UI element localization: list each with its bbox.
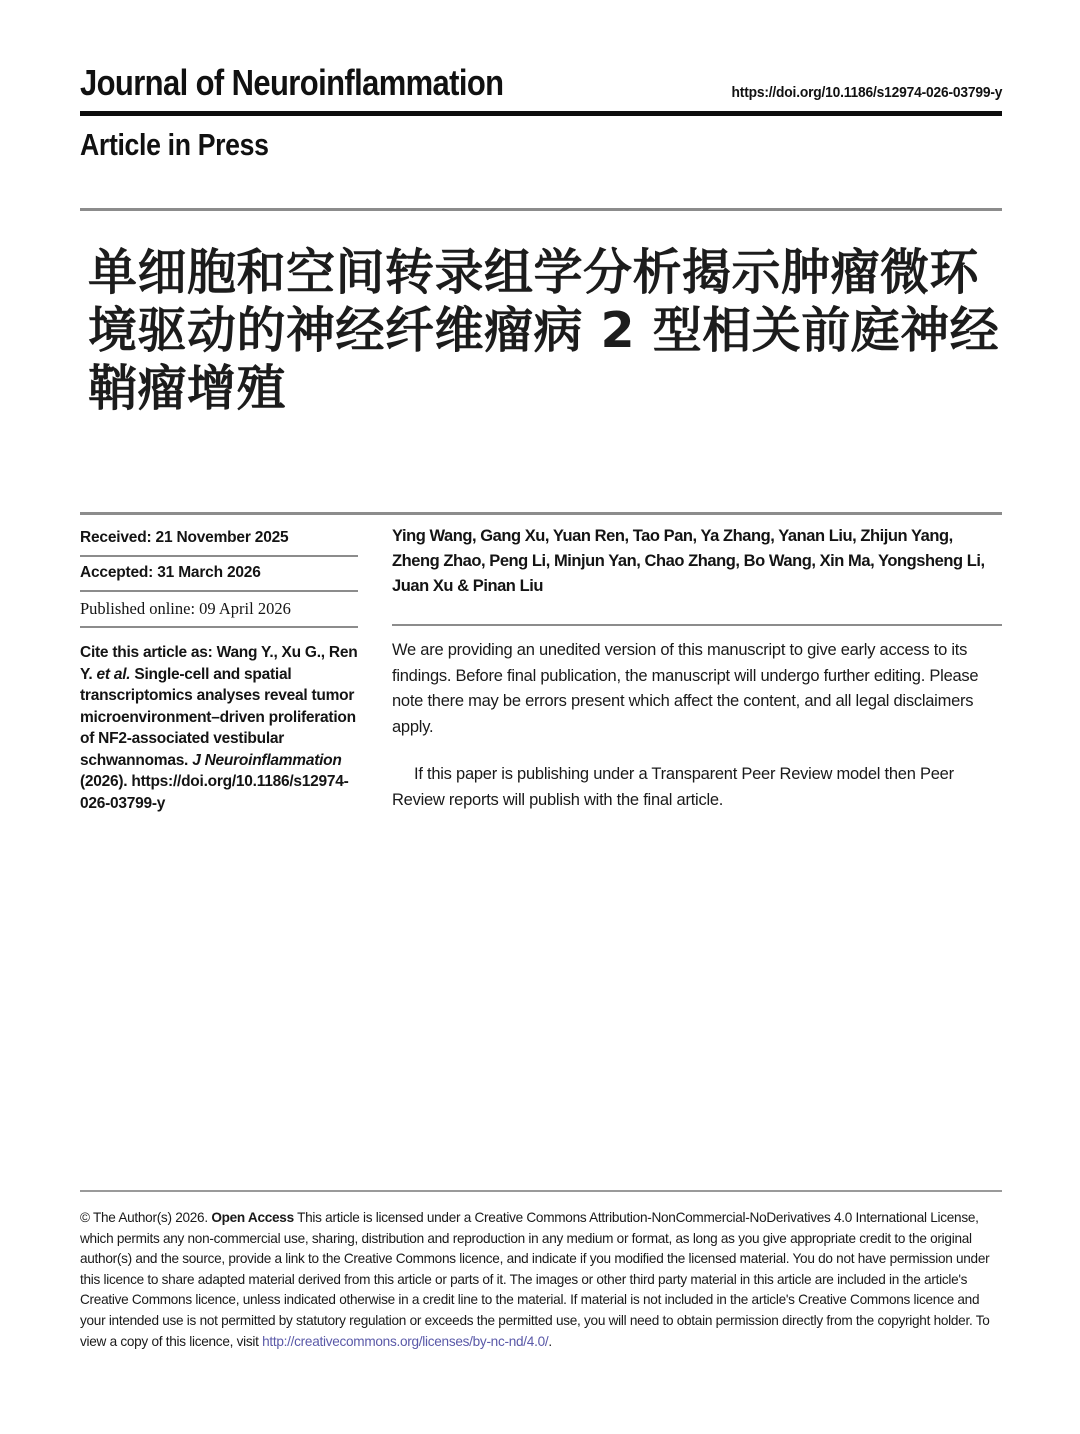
citation-row <box>80 628 358 821</box>
title-block <box>88 244 1003 418</box>
unedited-manuscript-notice <box>392 638 1004 813</box>
received-date: Received: 21 November 2025 <box>80 529 289 546</box>
header-divider <box>80 208 1002 211</box>
notice-paragraph-1: We are providing an unedited version of this manuscript to give early access to its findings. Before final publication, the manuscript will undergo further editing. Please note there may be errors present which affect the content, and all legal disclaimers apply. <box>392 641 979 736</box>
received-row <box>80 522 358 557</box>
page-title: 单细胞和空间转录组学分析揭示肿瘤微环境驱动的神经纤维瘤病 2 型相关前庭神经鞘瘤增殖 <box>88 244 1000 417</box>
masthead <box>80 62 1002 114</box>
journal-title: Journal of Neuroinflammation <box>80 62 504 103</box>
footer-divider <box>80 1190 1002 1192</box>
published-online-date: Published online: 09 April 2026 <box>80 599 291 618</box>
citation-body: Single-cell and spatial transcriptomics analyses reveal tumor microenvironment–driven proliferation of NF2-associated vestibular schwannomas. <box>80 665 356 769</box>
published-row <box>80 592 358 628</box>
citation-lead: Cite this article as: Wang Y., Xu G., Ren Y. <box>80 644 358 683</box>
doi-link[interactable]: https://doi.org/10.1186/s12974-026-03799-y <box>731 84 1002 101</box>
citation-etal: et al. <box>96 665 131 683</box>
license-tail-text: . <box>548 1333 552 1349</box>
copyright-text: © The Author(s) 2026. <box>80 1210 212 1225</box>
citation-text <box>80 634 358 814</box>
notice-paragraph-2: If this paper is publishing under a Transparent Peer Review model then Peer Review reports will publish with the final article. <box>392 765 954 809</box>
masthead-divider <box>80 111 1002 116</box>
metadata-top-divider <box>80 512 1002 515</box>
accepted-row <box>80 557 358 592</box>
notice-divider <box>392 624 1002 626</box>
article-status-heading: Article in Press <box>80 127 269 162</box>
license-link[interactable]: http://creativecommons.org/licenses/by-nc-nd/4.0/ <box>262 1333 549 1349</box>
license-footer <box>80 1208 1004 1352</box>
metadata-column <box>80 522 358 821</box>
license-body-text: This article is licensed under a Creative Commons Attribution-NonCommercial-NoDerivatives 4.0 International License, which permits any non-commercial use, sharing, distribution and reproduction in any medium or format, as long as you give appropriate credit to the original author(s) and the source, provide a link to the Creative Commons licence, and indicate if you modified the licensed material. You do not have permission under this licence to share adapted material derived from this article or parts of it. The images or other third party material in this article are included in the article's Creative Commons licence, unless indicated otherwise in a credit line to the material. If material is not included in the article's Creative Commons licence and your intended use is not permitted by statutory regulation or exceeds the permitted use, you will need to obtain permission directly from the copyright holder. To view a copy of this licence, visit <box>80 1210 990 1349</box>
author-list: Ying Wang, Gang Xu, Yuan Ren, Tao Pan, Ya Zhang, Yanan Liu, Zhijun Yang, Zheng Zhao, Peng Li, Minjun Yan, Chao Zhang, Bo Wang, Xin Ma, Yongsheng Li, Juan Xu & Pinan Liu <box>392 527 985 595</box>
citation-tail: (2026). https://doi.org/10.1186/s12974-026-03799-y <box>80 773 349 812</box>
accepted-date: Accepted: 31 March 2026 <box>80 564 261 581</box>
open-access-label: Open Access <box>211 1210 294 1225</box>
citation-journal: J Neuroinflammation <box>192 751 342 769</box>
